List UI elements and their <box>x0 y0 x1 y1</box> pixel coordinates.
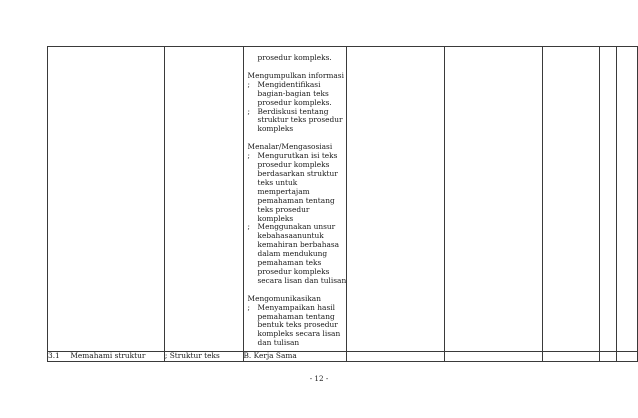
narrow-column-cell <box>617 47 638 352</box>
bullet-marker: ; <box>247 222 250 232</box>
assessment-cell <box>347 352 445 362</box>
activity-item-line: Menggunakan unsur <box>257 222 336 232</box>
activity-item-line: pemahaman tentang <box>257 195 335 205</box>
activity-text: B. Kerja Sama <box>243 351 297 361</box>
material-cell <box>164 352 243 362</box>
bullet-marker: ; <box>247 79 250 89</box>
source-cell <box>543 47 600 352</box>
activity-item-line: kompleks <box>257 124 294 134</box>
learning-activity-content <box>244 47 347 351</box>
narrow-column-cell <box>600 47 617 352</box>
activity-item-line: Menyampaikan hasil <box>257 302 335 312</box>
continuation-line: prosedur kompleks. <box>257 53 332 62</box>
activity-item-line: kompleks secara lisan <box>257 329 341 339</box>
activity-item-line: prosedur kompleks <box>257 266 330 276</box>
activity-item-line: Mengurutkan isi teks <box>257 151 338 161</box>
activity-item-line: bagian-bagian teks <box>257 88 329 98</box>
activity-block <box>248 72 347 134</box>
activity-item-line: mempertajam <box>257 186 310 196</box>
material-text: Struktur teks <box>169 351 220 361</box>
learning-activity-cell <box>243 352 347 362</box>
activity-item-line: Mengidentifikasi <box>257 79 321 89</box>
activity-item-line: bentuk teks prosedur <box>257 320 338 330</box>
bullet-marker: ; <box>247 302 250 312</box>
activity-item-line: prosedur kompleks. <box>257 97 332 107</box>
activity-item-line: dalam mendukung <box>257 249 328 259</box>
competency-cell <box>48 47 165 352</box>
activity-item-line: kebahasaanuntuk <box>257 231 324 241</box>
bullet-marker: ; <box>247 151 250 161</box>
competency-cell <box>48 352 165 362</box>
activity-heading: Mengumpulkan informasi <box>247 70 344 80</box>
activity-block <box>248 295 347 348</box>
continuation-row <box>48 47 638 352</box>
narrow-column-cell <box>617 352 638 362</box>
activity-item-line: kompleks <box>257 213 294 223</box>
activity-item-line: teks prosedur <box>257 204 310 214</box>
learning-activity-cell <box>243 47 347 352</box>
activity-item-text <box>258 108 343 135</box>
activity-item-line: struktur teks prosedur <box>257 115 343 125</box>
continuation-block <box>248 54 347 63</box>
competency-text: Memahami struktur <box>70 351 146 361</box>
activity-item <box>248 304 347 349</box>
activity-item-text <box>258 152 338 223</box>
activity-item-line: kemahiran berbahasa <box>257 240 340 250</box>
page-number: - 12 - <box>309 374 329 383</box>
activity-item <box>248 81 347 108</box>
activity-item <box>248 152 347 223</box>
activity-item-line: Berdiskusi tentang <box>257 106 329 116</box>
syllabus-table <box>47 46 638 362</box>
activity-item-line: pemahaman teks <box>257 258 322 268</box>
activity-item-text <box>258 81 332 108</box>
activity-item-line: pemahaman tentang <box>257 311 335 321</box>
source-cell <box>543 352 600 362</box>
activity-item <box>248 108 347 135</box>
competency-row <box>48 352 638 362</box>
activity-item-line: berdasarkan struktur <box>257 168 338 178</box>
activity-item-line: dan tulisan <box>257 338 300 348</box>
activity-item <box>248 223 347 285</box>
activity-heading: Mengomunikasikan <box>247 293 321 303</box>
activity-item-line: secara lisan dan tulisan <box>257 275 347 285</box>
narrow-column-cell <box>600 352 617 362</box>
activity-block <box>248 143 347 286</box>
activity-item-text <box>258 223 347 285</box>
material-cell <box>164 47 243 352</box>
material-bullet: ; <box>164 351 168 361</box>
assessment-cell <box>347 47 445 352</box>
activity-item-text <box>258 304 341 349</box>
time-allocation-cell <box>445 352 543 362</box>
time-allocation-cell <box>445 47 543 352</box>
activity-item-line: teks untuk <box>257 177 298 187</box>
bullet-marker: ; <box>247 106 250 116</box>
activity-heading: Menalar/Mengasosiasi <box>247 142 333 152</box>
competency-number: 3.1 <box>48 351 60 361</box>
activity-item-line: prosedur kompleks <box>257 160 330 170</box>
